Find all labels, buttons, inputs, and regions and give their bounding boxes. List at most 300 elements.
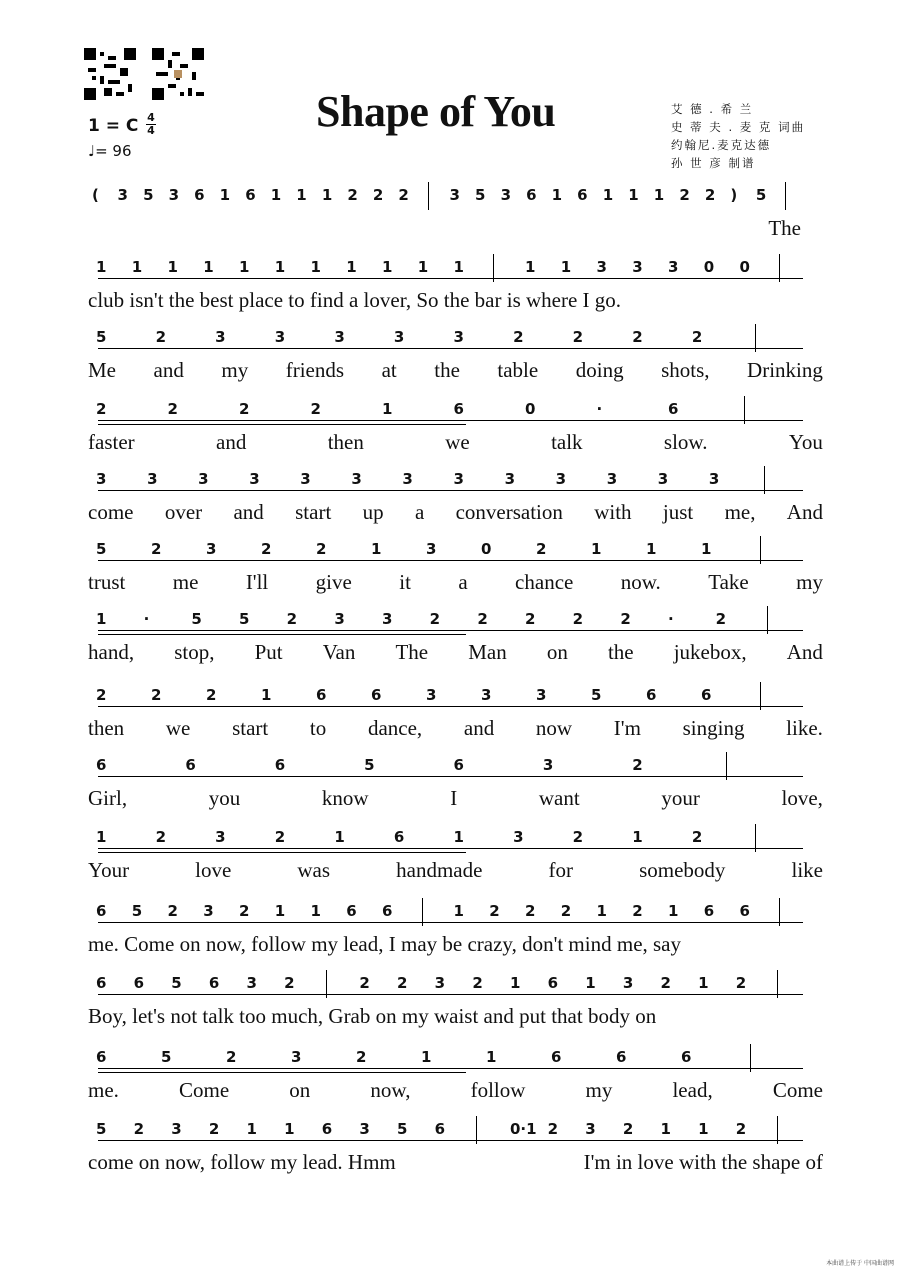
note: 5 [591, 686, 602, 704]
note: 1 [203, 258, 214, 276]
lyric-word: for [548, 858, 573, 882]
note: 1 [296, 186, 307, 204]
note: 3 [426, 686, 437, 704]
note: 3 [536, 686, 547, 704]
note: 1 [668, 902, 679, 920]
note: 6 [453, 756, 464, 774]
lyric-word: me. Come on now, follow my lead, I may be crazy, don't mind me, say [88, 932, 682, 956]
score-line [88, 1042, 823, 1106]
note: 1 [131, 258, 143, 276]
note: 2 [151, 540, 162, 558]
note: 2 [398, 186, 409, 204]
note: 2 [167, 400, 178, 418]
credits [671, 100, 805, 172]
beam-line [98, 348, 803, 349]
note: 1 [219, 186, 231, 204]
note: 2 [167, 902, 178, 920]
note: 1 [96, 258, 107, 276]
note: 3 [215, 328, 226, 346]
note: 6 [668, 400, 679, 418]
note: 3 [668, 258, 679, 276]
lyric-row [88, 500, 823, 525]
note: · [668, 610, 674, 628]
note: 3 [300, 470, 311, 488]
song-title: Shape of You [316, 87, 556, 136]
note: 3 [500, 186, 511, 204]
note: 1 [284, 1120, 295, 1138]
note-row [88, 252, 823, 286]
beam-line [98, 922, 803, 923]
note: 1 [525, 258, 536, 276]
note: 0 [739, 258, 750, 276]
lyric-word: like [791, 858, 823, 882]
note: 2 [356, 1048, 367, 1066]
note: 3 [147, 470, 158, 488]
note: 6 [703, 902, 715, 920]
intro-line [88, 180, 823, 244]
note: 6 [551, 1048, 562, 1066]
beam-line [98, 1072, 466, 1073]
beam-line [98, 560, 803, 561]
intro-lyric [88, 216, 823, 241]
beam-line [98, 490, 803, 491]
lyric-word: handmade [396, 858, 483, 882]
lyric-word: doing [575, 358, 624, 382]
note: 1 [453, 828, 464, 846]
lyric-word: Drinking [747, 358, 823, 382]
lyric-word: you [208, 786, 241, 810]
beam-line [98, 1068, 803, 1069]
lyric-word: on [289, 1078, 311, 1102]
note: 6 [245, 186, 256, 204]
note: 2 [316, 540, 327, 558]
note: 2 [691, 828, 703, 846]
lyric-word: faster [88, 430, 135, 454]
beam-line [98, 848, 803, 849]
note: 2 [715, 610, 727, 628]
lyric-word: want [538, 786, 580, 810]
score-line [88, 534, 823, 598]
lyric-word: then [88, 716, 125, 740]
note: 6 [321, 1120, 333, 1138]
lyric-word: singing [682, 716, 745, 740]
note: 1 [261, 686, 272, 704]
note: 2 [660, 974, 671, 992]
beam-line [98, 278, 803, 279]
note: 3 [606, 470, 618, 488]
lyric-word: the [607, 640, 634, 664]
lyric-word: Put [254, 640, 283, 664]
note: 2 [274, 828, 286, 846]
lyric-word: Man [468, 640, 507, 664]
note: 2 [286, 610, 298, 628]
note: 2 [560, 902, 572, 920]
note: 6 [547, 974, 559, 992]
lyric-row [88, 932, 823, 957]
lyric-word: my [585, 1078, 613, 1102]
beam-line [98, 634, 466, 635]
credit-line: 约翰尼.麦克达德 [671, 138, 772, 152]
note: 3 [555, 470, 567, 488]
note: 2 [679, 186, 690, 204]
lyric-word: Me [88, 358, 116, 382]
note: 3 [198, 470, 209, 488]
note: 3 [632, 258, 643, 276]
note: 2 [359, 974, 370, 992]
lyric-word: slow. [663, 430, 708, 454]
note: 1 [698, 974, 709, 992]
beam-line [98, 630, 803, 631]
lyric-word: The [395, 640, 429, 664]
beam-line [98, 1140, 803, 1141]
note-row [88, 968, 823, 1002]
lyric-word: Take [708, 570, 749, 594]
lyric-word: lead, [672, 1078, 713, 1102]
lyric-word: now, [370, 1078, 411, 1102]
note-row [88, 822, 823, 856]
note: · [596, 400, 603, 418]
note: 6 [96, 756, 107, 774]
note: 3 [203, 902, 214, 920]
lyric-word: it [399, 570, 411, 594]
note: 5 [475, 186, 486, 204]
note: 1 [646, 540, 657, 558]
lyric-word: club isn't the best place to find a lover, So the bar is where I go. [88, 288, 622, 312]
note-row [88, 394, 823, 428]
note: 3 [206, 540, 217, 558]
note: 2 [572, 328, 584, 346]
note: 1 [698, 1120, 709, 1138]
note: 3 [334, 328, 345, 346]
lyric-word: And [786, 640, 823, 664]
note: 1 [632, 828, 643, 846]
note: 1 [453, 902, 464, 920]
score-line [88, 1114, 823, 1178]
lyric-word: Your [88, 858, 130, 882]
note: 1 [346, 258, 357, 276]
note: 3 [622, 974, 634, 992]
note: 3 [657, 470, 669, 488]
lyric-word: Come [772, 1078, 823, 1102]
lyric-word: give [315, 570, 352, 594]
note: 6 [434, 1120, 446, 1138]
beam-line [98, 424, 466, 425]
note: · [143, 610, 150, 628]
note: 2 [525, 610, 536, 628]
note-row [88, 1042, 823, 1076]
note: 2 [489, 902, 500, 920]
note: 2 [284, 974, 295, 992]
note: 2 [239, 902, 250, 920]
note: 1 [628, 186, 639, 204]
note: 6 [393, 828, 405, 846]
beam-line [98, 852, 466, 853]
note: 2 [477, 610, 488, 628]
note: 2 [572, 610, 584, 628]
note: 5 [96, 540, 107, 558]
note: 6 [382, 902, 393, 920]
note: 1 [310, 902, 321, 920]
lyric-word: conversation [455, 500, 563, 524]
note: 3 [481, 686, 492, 704]
lyric-word: my [796, 570, 823, 594]
note: 2 [735, 974, 747, 992]
note: 2 [155, 328, 167, 346]
note: 1 [701, 540, 712, 558]
note: 5 [171, 974, 182, 992]
lyric-word: Come [179, 1078, 230, 1102]
note: 3 [542, 756, 554, 774]
lyric-row [88, 858, 823, 883]
note: 2 [620, 610, 631, 628]
note: 2 [397, 974, 408, 992]
source-watermark: 本曲谱上传于 中国曲谱网 [826, 1260, 894, 1267]
note: 3 [246, 974, 257, 992]
note: 2 [472, 974, 483, 992]
note: 1 [453, 258, 464, 276]
note: 6 [739, 902, 750, 920]
lyric-word: I'll [245, 570, 269, 594]
lyric-row [88, 786, 823, 811]
note: 1 [551, 186, 563, 204]
note: 3 [393, 328, 405, 346]
score-line [88, 252, 823, 316]
note: 1 [270, 186, 282, 204]
note: 6 [316, 686, 327, 704]
tempo-marking: ♩= 96 [88, 142, 132, 160]
lyric-word: me [172, 570, 199, 594]
note: 3 [96, 470, 107, 488]
lyric-word: and [153, 358, 184, 382]
lyric-row [88, 430, 823, 455]
lyric-word: hand, [88, 640, 135, 664]
time-signature [146, 112, 156, 137]
note: 2 [632, 756, 643, 774]
note: 1 [167, 258, 178, 276]
note: 0·1 [509, 1120, 537, 1138]
note: 2 [206, 686, 217, 704]
note: 3 [171, 1120, 182, 1138]
note: 1 [585, 974, 596, 992]
score-line [88, 322, 823, 386]
note: 3 [434, 974, 446, 992]
note: 1 [96, 828, 107, 846]
lyric-word: You [788, 430, 823, 454]
note: 0 [703, 258, 715, 276]
lyric-word: a [414, 500, 425, 524]
note: 2 [547, 1120, 559, 1138]
lyric-word: dance, [367, 716, 423, 740]
note: 3 [117, 186, 128, 204]
lyric-row [88, 358, 823, 383]
lyric-word: then [327, 430, 364, 454]
lyric-word: now. [620, 570, 661, 594]
key-signature: 1 = C [88, 116, 139, 136]
lyric-word: jukebox, [673, 640, 747, 664]
score-line [88, 968, 823, 1032]
note: 2 [735, 1120, 747, 1138]
lyric-word: my [221, 358, 249, 382]
note: 1 [602, 186, 614, 204]
score-line [88, 680, 823, 744]
lyric-row [88, 288, 823, 313]
time-top: 4 [147, 111, 155, 124]
note: 2 [96, 686, 107, 704]
note: 2 [691, 328, 703, 346]
lyric-row [88, 640, 823, 665]
lyric-word: come [88, 500, 134, 524]
note: 6 [577, 186, 588, 204]
note: 1 [334, 828, 345, 846]
lyric-word: now [535, 716, 573, 740]
note: 1 [382, 400, 393, 418]
note: 2 [155, 828, 167, 846]
note: 3 [453, 328, 464, 346]
note: 1 [246, 1120, 257, 1138]
lyric-word: I'm [613, 716, 641, 740]
note: 2 [513, 328, 524, 346]
credit-line: 史 蒂 夫 . 麦 克 词曲 [671, 120, 806, 134]
lyric-word: And [786, 500, 823, 524]
note-row [88, 680, 823, 714]
note: 3 [359, 1120, 370, 1138]
note: 1 [417, 258, 429, 276]
lyric-word: friends [285, 358, 345, 382]
beam-line [98, 706, 803, 707]
note: 2 [525, 902, 536, 920]
lyric-word: a [458, 570, 468, 594]
lyric-word: talk [551, 430, 583, 454]
note: 6 [96, 902, 107, 920]
note: 1 [274, 258, 286, 276]
score-line [88, 750, 823, 814]
note: 2 [96, 400, 107, 418]
note: 1 [560, 258, 572, 276]
note: 2 [632, 328, 643, 346]
lyric-word: we [445, 430, 470, 454]
lyric-word: to [309, 716, 327, 740]
note: 5 [131, 902, 143, 920]
note: 3 [449, 186, 460, 204]
lyric-word: Van [322, 640, 356, 664]
note: 3 [291, 1048, 302, 1066]
lyric-word: trust [88, 570, 126, 594]
lyric-word: Boy, let's not talk too much, Grab on my waist and put that body on [88, 1004, 657, 1028]
note: 3 [168, 186, 180, 204]
note: 3 [334, 610, 345, 628]
note: 6 [646, 686, 657, 704]
note: 6 [96, 974, 107, 992]
lyric-word: with [594, 500, 632, 524]
note: 6 [371, 686, 382, 704]
note: 2 [572, 828, 584, 846]
lyric-word: me, [724, 500, 756, 524]
credit-line: 艾 德 . 希 兰 [671, 102, 754, 116]
note: 6 [616, 1048, 627, 1066]
lyric-word: chance [515, 570, 574, 594]
lyric-row [88, 1150, 823, 1175]
note: 3 [402, 470, 413, 488]
note: 3 [453, 470, 464, 488]
lyric-word: start [232, 716, 269, 740]
lyric-word: somebody [639, 858, 726, 882]
lyric-word: follow [470, 1078, 526, 1102]
note: 1 [660, 1120, 671, 1138]
note: 5 [239, 610, 250, 628]
qr-code-right [152, 48, 204, 100]
lyric-word: know [321, 786, 369, 810]
note: 3 [351, 470, 362, 488]
lyric-word: at [381, 358, 397, 382]
note: 6 [194, 186, 205, 204]
note: 6 [96, 1048, 107, 1066]
note-row [88, 604, 823, 638]
beam-line [98, 776, 803, 777]
score-line [88, 896, 823, 960]
bar-line [428, 182, 429, 210]
lyric-word: love [195, 858, 232, 882]
note: 2 [347, 186, 358, 204]
lyric-word: on [546, 640, 568, 664]
lyric-word: start [295, 500, 332, 524]
note: 3 [249, 470, 260, 488]
note: 1 [382, 258, 393, 276]
note: 5 [96, 328, 107, 346]
note: 1 [596, 902, 607, 920]
note: ( [92, 186, 99, 204]
note: 1 [486, 1048, 497, 1066]
qr-code-left [84, 48, 136, 100]
lyric-word: stop, [174, 640, 215, 664]
score-line [88, 604, 823, 668]
note: 2 [429, 610, 441, 628]
note: 2 [133, 1120, 145, 1138]
note: 5 [397, 1120, 408, 1138]
note-row [88, 322, 823, 356]
note: 1 [591, 540, 602, 558]
note-row [88, 1114, 823, 1148]
note: 2 [226, 1048, 237, 1066]
lyric-word: and [216, 430, 247, 454]
beam-line [98, 994, 803, 995]
note: 6 [526, 186, 537, 204]
lyric-word: your [661, 786, 700, 810]
note-row [88, 750, 823, 784]
note: 3 [585, 1120, 596, 1138]
note: 3 [382, 610, 393, 628]
note: 1 [96, 610, 107, 628]
lyric-word: me. [88, 1078, 119, 1102]
note: 5 [191, 610, 202, 628]
beam-line [98, 420, 803, 421]
lyric-word: shots, [661, 358, 710, 382]
note: 2 [310, 400, 321, 418]
credit-line: 孙 世 彦 制谱 [671, 156, 756, 170]
note: 1 [239, 258, 250, 276]
note: 0 [525, 400, 536, 418]
lyric-word: the [434, 358, 460, 382]
lyric-word: over [164, 500, 203, 524]
note: 1 [371, 540, 382, 558]
note: 2 [208, 1120, 220, 1138]
lyric-row [88, 570, 823, 595]
note: 2 [261, 540, 272, 558]
note: 1 [310, 258, 321, 276]
note: 0 [481, 540, 492, 558]
lyric-word: The [768, 216, 801, 240]
note: 2 [622, 1120, 634, 1138]
lyric-word: I'm in love with the shape of [583, 1150, 823, 1174]
